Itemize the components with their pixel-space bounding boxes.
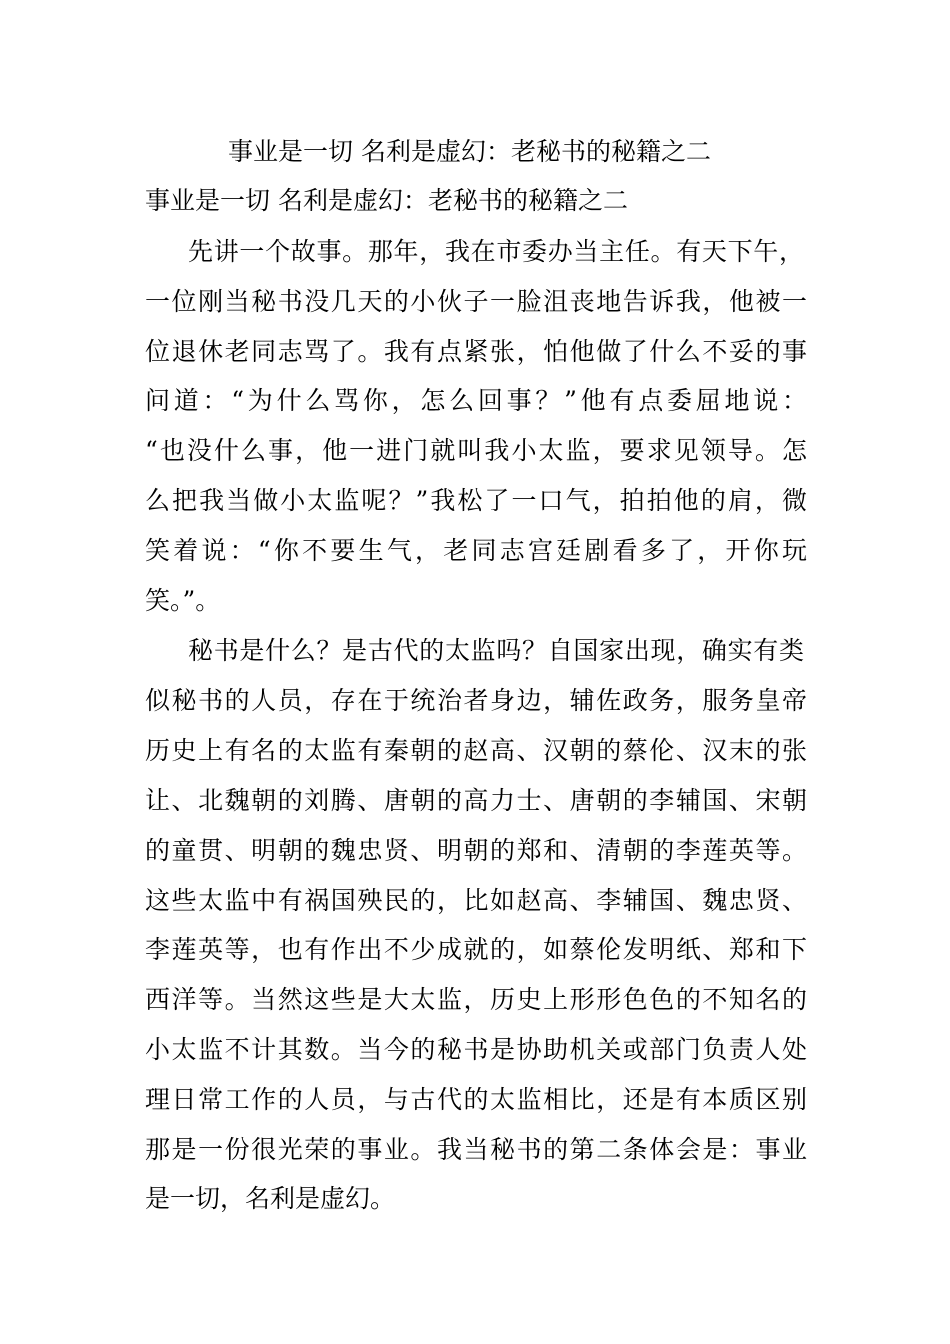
paragraph-2-line-3: 历史上有名的太监有秦朝的赵高、汉朝的蔡伦、汉末的张 <box>145 736 807 765</box>
paragraph-1-line-3: 位退休老同志骂了。我有点紧张，怕他做了什么不妥的事 <box>145 337 807 366</box>
paragraph-2-line-5: 的童贯、明朝的魏忠贤、明朝的郑和、清朝的李莲英等。 <box>145 836 807 865</box>
paragraph-1-line-6: 么把我当做小太监呢？”我松了一口气，拍拍他的肩，微 <box>145 486 807 515</box>
paragraph-2-line-8: 西洋等。当然这些是大太监，历史上形形色色的不知名的 <box>145 985 807 1014</box>
document-subtitle: 事业是一切 名利是虚幻：老秘书的秘籍之二 <box>145 186 628 215</box>
paragraph-1-line-5: “也没什么事，他一进门就叫我小太监，要求见领导。怎 <box>145 436 807 465</box>
paragraph-2-line-12: 是一切，名利是虚幻。 <box>145 1184 396 1213</box>
page-title: 事业是一切 名利是虚幻：老秘书的秘籍之二 <box>228 137 711 166</box>
paragraph-2-line-10: 理日常工作的人员，与古代的太监相比，还是有本质区别 <box>145 1085 807 1114</box>
paragraph-2-line-1: 秘书是什么？是古代的太监吗？自国家出现，确实有类 <box>188 636 804 665</box>
paragraph-1-line-2: 一位刚当秘书没几天的小伙子一脸沮丧地告诉我，他被一 <box>145 287 807 316</box>
paragraph-2-line-7: 李莲英等，也有作出不少成就的，如蔡伦发明纸、郑和下 <box>145 935 807 964</box>
paragraph-1-line-4: 问道：“为什么骂你，怎么回事？”他有点委屈地说： <box>145 386 807 415</box>
paragraph-2-line-2: 似秘书的人员，存在于统治者身边，辅佐政务，服务皇帝 <box>145 686 807 715</box>
paragraph-1-line-7: 笑着说：“你不要生气，老同志宫廷剧看多了，开你玩 <box>145 536 807 565</box>
paragraph-2-line-4: 让、北魏朝的刘腾、唐朝的高力士、唐朝的李辅国、宋朝 <box>145 786 807 815</box>
paragraph-1-line-1: 先讲一个故事。那年，我在市委办当主任。有天下午， <box>188 237 804 266</box>
paragraph-2-line-6: 这些太监中有祸国殃民的，比如赵高、李辅国、魏忠贤、 <box>145 886 807 915</box>
paragraph-2-line-9: 小太监不计其数。当今的秘书是协助机关或部门负责人处 <box>145 1035 807 1064</box>
paragraph-2-line-11: 那是一份很光荣的事业。我当秘书的第二条体会是：事业 <box>145 1135 807 1164</box>
paragraph-1-line-8: 笑。”。 <box>145 586 221 615</box>
